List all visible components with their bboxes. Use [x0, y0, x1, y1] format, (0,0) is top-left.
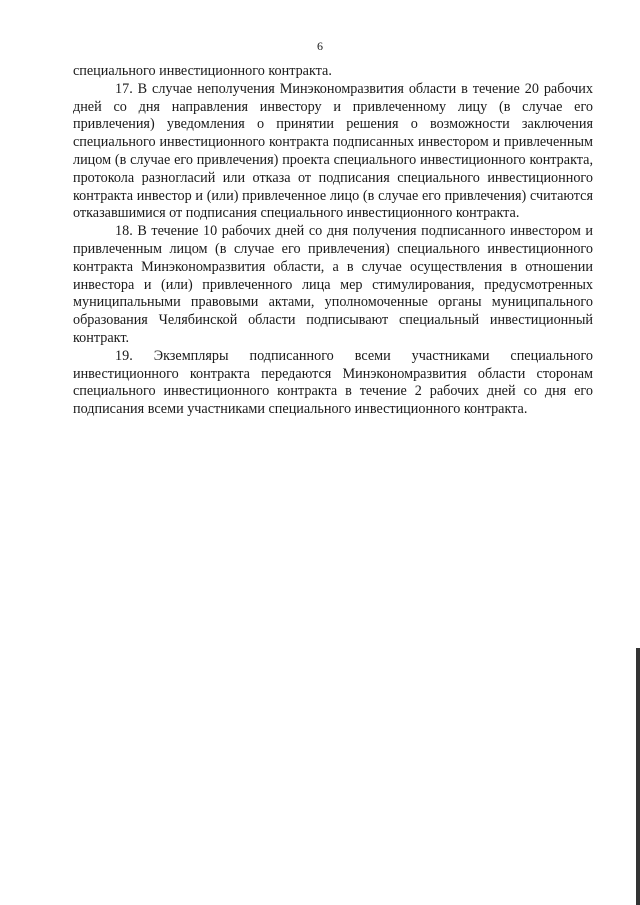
paragraph-18: 18. В течение 10 рабочих дней со дня получения подписанного инвестором и привлеченным лицом (в случае его привлечения) специального инвестиционного контракта Минэкономразвития области, а в случае осуществления в отношении инвестора и (или) привлеченного лица мер стимулирования, предусмотренных муниципальными правовыми актами, уполномоченные органы муниципального образования Челябинской области подписывают специальный инвестиционный контракт. — [73, 223, 593, 346]
page-number: 6 — [317, 39, 323, 53]
paragraph-continuation: специального инвестиционного контракта. — [73, 63, 332, 79]
paragraph-19: 19. Экземпляры подписанного всеми участниками специального инвестиционного контракта передаются Минэкономразвития области сторонам специального инвестиционного контракта в течение 2 рабочих дней со дня его подписания всеми участниками специального инвестиционного контракта. — [73, 347, 593, 418]
paragraph-17: 17. В случае неполучения Минэкономразвития области в течение 20 рабочих дней со дня направления инвестору и привлеченному лицу (в случае его привлечения) уведомления о принятии решения о возможности заключения специального инвестиционного контракта подписанных инвестором и привлеченным лицом (в случае его привлечения) проекта специального инвестиционного контракта, протокола разногласий или отказа от подписания специального инвестиционного контракта инвестор и (или) привлеченное лицо (в случае его привлечения) считаются отказавшимися от подписания специального инвестиционного контракта. — [73, 80, 593, 222]
scan-edge-shadow — [636, 648, 640, 905]
document-body — [73, 63, 593, 419]
